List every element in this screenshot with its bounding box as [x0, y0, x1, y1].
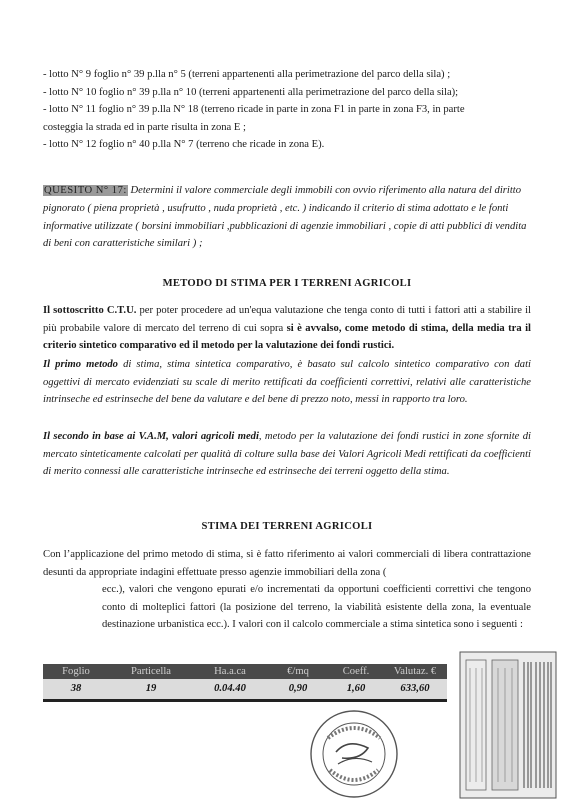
- heading-method: METODO DI STIMA PER I TERRENI AGRICOLI: [162, 278, 412, 289]
- header-particella: Particella: [130, 666, 171, 677]
- revenue-stamp: [458, 648, 558, 800]
- table-row: [43, 679, 447, 702]
- header-ha: Ha.a.ca: [214, 666, 246, 677]
- ctu-label: Il sottoscritto C.T.U.: [43, 305, 137, 316]
- method-paragraph: [43, 302, 531, 355]
- lot-item: costeggia la strada ed in parte risulta in zona E ;: [43, 121, 246, 133]
- heading-stima: STIMA DEI TERRENI AGRICOLI: [201, 521, 373, 532]
- engineer-seal-stamp: [308, 708, 400, 800]
- header-eur-mq: €/mq: [287, 666, 309, 677]
- stima-text-1: Con l’applicazione del primo metodo di stima, si è fatto riferimento ai valori commerciali di libera contrattazione desunti da appropriate indagini effettuate presso agenzie immobiliari della zona (: [43, 549, 531, 578]
- quesito-label: QUESITO N° 17:: [44, 185, 127, 196]
- method-text: per poter procedere ad un'equa valutazione che tenga conto di tutti i fattori atti a stabilire il più probabile valore di mercato del terreno di cui sopra: [43, 305, 531, 334]
- primo-label: Il primo metodo: [43, 359, 118, 370]
- secondo-text: , metodo per la valutazione dei fondi rustici in zone sfornite di mercato sinteticamente calcolati per qualità di colture sulla base dei Valori Agricoli Medi rettificati da coefficienti di merito connessi alle caratteristiche intrinseche ed estrinseche dei terreni oggetto della stima.: [43, 431, 531, 478]
- lot-list: [43, 66, 531, 154]
- table-header: [43, 664, 447, 679]
- lot-item: - lotto N° 10 foglio n° 39 p.lla n° 10 (terreni appartenenti alla perimetrazione del parco della sila);: [43, 86, 459, 98]
- lot-item: - lotto N° 12 foglio n° 40 p.lla N° 7 (terreno che ricade in zona E).: [43, 139, 325, 151]
- cell-particella: 19: [145, 683, 157, 694]
- header-foglio: Foglio: [62, 666, 90, 677]
- valuation-table: [43, 664, 447, 702]
- stima-text-2: ecc.), valori che vengono epurati e/o incrementati da opportuni coefficienti correttivi che tengono conto di molteplici fattori (la posizione del terreno, la viabilità esistente della zona, la eventuale destinazione urbanistica ecc.). I valori con il calcolo commerciale a stima sintetica sono i seguenti :: [102, 584, 531, 631]
- cell-eur-mq: 0,90: [288, 683, 308, 694]
- cell-ha: 0.04.40: [214, 683, 246, 694]
- quesito-paragraph: [43, 182, 531, 253]
- secondo-label: Il secondo in base ai V.A.M, valori agricoli medi: [43, 431, 259, 442]
- lot-item: - lotto N° 9 foglio n° 39 p.lla n° 5 (terreni appartenenti alla perimetrazione del parco della sila) ;: [43, 69, 451, 80]
- method-bold-text: si è avvalso, come metodo di stima, della media tra il criterio sintetico comparativo ed il metodo per la valutazione dei fondi rustici.: [43, 322, 531, 352]
- cell-coeff: 1,60: [346, 683, 366, 694]
- header-coeff: Coeff.: [342, 666, 370, 677]
- cell-valutaz: 633,60: [400, 683, 430, 694]
- primo-paragraph: [43, 356, 531, 409]
- cell-foglio: 38: [70, 683, 82, 694]
- header-valutaz: Valutaz. €: [393, 666, 437, 677]
- primo-text: di stima, stima sintetica comparativo, è basato sul calcolo sintetico comparativo con dati oggettivi di mercato evidenziati su scale di merito rettificati da coefficienti correttivi, relativi alle caratteristiche intrinseche ed estrinseche del bene da valutare e del bene di prezzo noto, messi in rapporto tra loro.: [43, 359, 531, 406]
- quesito-text: Determini il valore commerciale degli immobili con ovvio riferimento alla natura del diritto pignorato ( piena proprietà , usufrutto , nuda proprietà , etc. ) indicando il criterio di stima adottato e le fonti informative utilizzate ( borsini immobiliari ,pubblicazioni di agenzie immobiliari , copie di atti pubblici di vendita di beni con caratteristiche similari ) ;: [43, 185, 527, 250]
- secondo-paragraph: [43, 428, 531, 481]
- stima-paragraph: [43, 546, 531, 634]
- lot-item: - lotto N° 11 foglio n° 39 p.lla N° 18 (terreno ricade in parte in zona F1 in parte in zona F3, in parte: [43, 104, 465, 116]
